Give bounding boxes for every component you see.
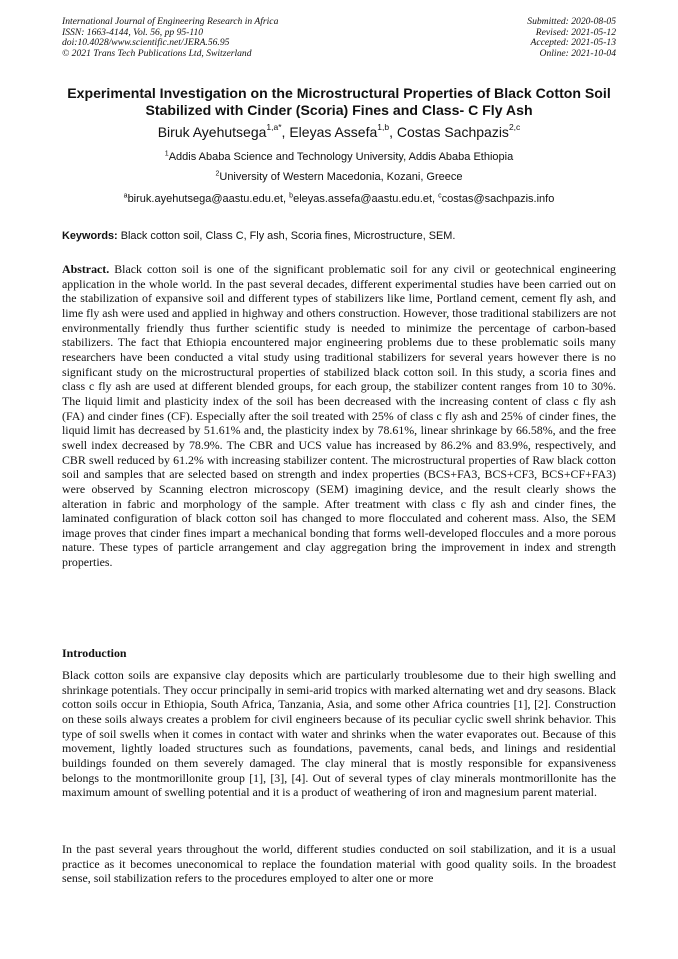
journal-header xyxy=(62,17,616,59)
publication-dates xyxy=(527,17,616,59)
introduction-paragraph: Black cotton soils are expansive clay deposits which are particularly troublesome due to their high swelling and shrinkage potentials. They occur principally in semi-arid tropics with marked alternating wet and dry seasons. Black cotton soils occur in Ethiopia, South Africa, Tanzania, Asia, and some other Africa countries [1], [2]. Construction on these soils always creates a problem for civil engineers because of its peculiar cyclic swell shrink behavior. This type of soil swells when it comes in contact with water and shrinks when the water evaporates out. Because of this movement, lightly loaded structures such as foundations, pavements, canal beds, and linings and residential buildings founded on them severely damaged. The clay mineral that is mostly responsible for expansiveness belongs to the montmorillonite group [1], [3], [4]. Out of several types of clay minerals montmorillonite has the maximum amount of swelling potential and it is a product of weathering of iron and magnesium parent material. xyxy=(62,668,616,800)
author-separator: , xyxy=(281,124,290,140)
email-superscript: c xyxy=(438,192,442,200)
affiliation-2 xyxy=(40,171,638,184)
doi-line: doi:10.4028/www.scientific.net/JERA.56.95 xyxy=(62,37,230,49)
accepted-date: Accepted: 2021-05-13 xyxy=(530,37,616,49)
author-superscript: 1,a* xyxy=(266,122,282,133)
paper-title: Experimental Investigation on the Microstructural Properties of Black Cotton Soil Stabilized with Cinder (Scoria) Fines and Class- C Fly Ash xyxy=(67,85,611,118)
author-name: Costas Sachpazis xyxy=(396,124,509,140)
affiliation-superscript: 1 xyxy=(164,150,169,158)
email-address[interactable]: biruk.ayehutsega@aastu.edu.et, xyxy=(127,193,290,205)
author-emails xyxy=(40,193,638,206)
email-superscript: a xyxy=(123,192,128,200)
journal-name: International Journal of Engineering Research in Africa xyxy=(62,16,279,27)
abstract-text: Black cotton soil is one of the significant problematic soil for any civil or geotechnical engineering application in the whole world. In the past several decades, different experimental studies have been carried out on the stabilization of expansive soil and different types of stabilizers like lime, Portland cement, cement fly ash, and lime fly ash were used and applied in highway and others construction. However, those traditional stabilizers are not environmentally friendly thus further scientific study is needed to minimize the percentage of carbon-based stabilizers. The fact that Ethiopia encountered major engineering problems due to these problematic soils many researchers have been conducted a vital study using traditional stabilizers for several years however there is no significant study on the microstructural properties of stabilized black cotton soil. In this study, a scoria fines and class c fly ash are used at different blended groups, for each group, the stabilizer content ranges from 10 to 30%. The liquid limit and plasticity index of the soil has been decreased with the increasing content of class c fly ash (FA) and cinder fines (CF). Especially after the soil treated with 25% of class c fly ash and 25% of cinder fines, the liquid limit has decreased by 51.61% and, the plasticity index by 78.61%, linear shrinkage by 66.58%, and the free swell index decreased by 78.9%. The CBR and UCS value has increased by 86.2% and 83.9%, respectively, and CBR swell reduced by 61.2% with increasing stabilizer content. The microstructural properties of Raw black cotton soil and samples that are selected based on strength and index properties (BCS+FA3, BCS+CF3, BCS+CF+FA3) were observed by Scanning electron microscopy (SEM) imagining device, and the result clearly shows the alteration in fabric and morphology of the sample. After treatment with class c fly ash and cinder fines, the laminated configuration of black cotton soil has changed to more flocculated and coherent mass. Also, the SEM image proves that cinder fines impart a mechanical bonding that forms well-developed floccules and a more porous nature. These types of particle arrangement and clay aggregation bring the improvement in index and strength properties. xyxy=(62,262,616,570)
issn-line: ISSN: 1663-4144, Vol. 56, pp 95-110 xyxy=(62,26,204,38)
email-address[interactable]: costas@sachpazis.info xyxy=(441,193,555,205)
abstract-label: Abstract. xyxy=(62,262,110,276)
affiliation-superscript: 2 xyxy=(215,170,220,178)
introduction-heading: Introduction xyxy=(62,646,127,660)
abstract xyxy=(62,262,616,570)
affiliation-text: University of Western Macedonia, Kozani, Greece xyxy=(219,171,463,183)
journal-info xyxy=(62,17,278,59)
introduction-paragraph: In the past several years throughout the world, different studies conducted on soil stabilization, and it is a usual practice as it becomes uneconomical to replace the foundation material with good quality soils. In the broadest sense, soil stabilization refers to the procedures employed to alter one or more xyxy=(62,842,616,886)
author-superscript: 1,b xyxy=(377,122,390,133)
keywords-label: Keywords: xyxy=(62,230,118,242)
submitted-date: Submitted: 2020-08-05 xyxy=(527,16,616,27)
online-date: Online: 2021-10-04 xyxy=(539,47,616,59)
revised-date: Revised: 2021-05-12 xyxy=(535,26,616,38)
author-superscript: 2,c xyxy=(508,122,521,133)
affiliation-text: Addis Ababa Science and Technology University, Addis Ababa Ethiopia xyxy=(168,151,514,163)
keywords xyxy=(62,230,616,243)
author-name: Eleyas Assefa xyxy=(289,124,378,140)
email-superscript: b xyxy=(289,192,294,200)
author-name: Biruk Ayehutsega xyxy=(157,124,267,140)
author-list xyxy=(40,124,638,141)
affiliation-1 xyxy=(40,151,638,164)
author-separator: , xyxy=(389,124,397,140)
email-address[interactable]: eleyas.assefa@aastu.edu.et, xyxy=(293,193,439,205)
keywords-text: Black cotton soil, Class C, Fly ash, Scoria fines, Microstructure, SEM. xyxy=(117,230,456,242)
copyright-line: © 2021 Trans Tech Publications Ltd, Switzerland xyxy=(62,47,252,59)
